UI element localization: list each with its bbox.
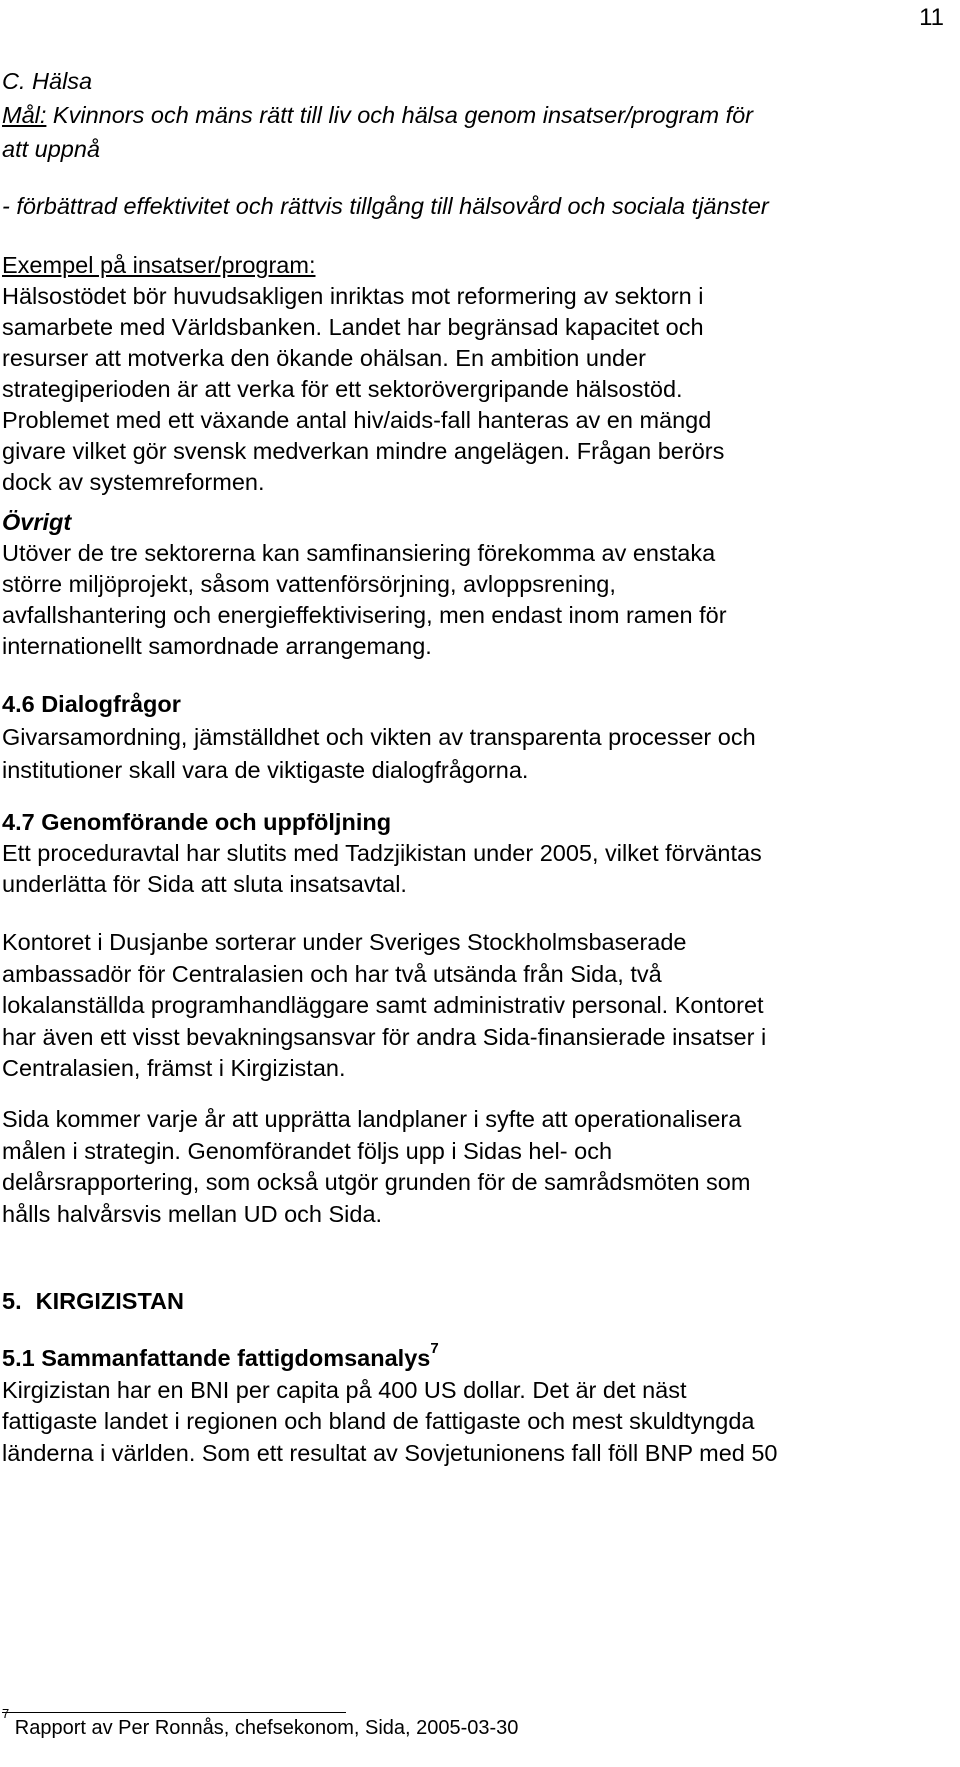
goal-label: Mål:: [2, 102, 47, 128]
section-4-7: [2, 807, 938, 900]
chapter-5: [2, 1285, 938, 1317]
paragraph-line: målen i strategin. Genomförandet följs upp i Sidas hel- och: [2, 1137, 613, 1164]
paragraph-line: hålls halvårsvis mellan UD och Sida.: [2, 1200, 383, 1227]
goal-text-1: Kvinnors och mäns rätt till liv och hälsa genom insatser/program för: [46, 102, 754, 128]
footnote-divider: [2, 1712, 346, 1713]
ovrigt-line: större miljöprojekt, såsom vattenförsörjning, avloppsrening,: [2, 571, 616, 597]
example-line: samarbete med Världsbanken. Landet har begränsad kapacitet och: [2, 314, 704, 340]
ovrigt-line: Utöver de tre sektorerna kan samfinansiering förekomma av enstaka: [2, 540, 716, 566]
example-line: Hälsostödet bör huvudsakligen inriktas mot reformering av sektorn i: [2, 283, 704, 309]
section-4-7-paragraph-3: [2, 1104, 938, 1230]
example-line: resurser att motverka den ökande ohälsan. En ambition under: [2, 345, 647, 371]
footnote-marker: 7: [2, 1706, 10, 1722]
footnote-text: Rapport av Per Ronnås, chefsekonom, Sida, 2005-03-30: [9, 1717, 519, 1739]
example-line: dock av systemreformen.: [2, 469, 265, 495]
chapter-5-heading: [2, 1285, 938, 1317]
section-5-1-line: fattigaste landet i regionen och bland de fattigaste och mest skuldtyngda: [2, 1408, 755, 1434]
ovrigt-section: [2, 507, 938, 662]
section-5-1-line: länderna i världen. Som ett resultat av Sovjetunionens fall föll BNP med 50: [2, 1439, 778, 1466]
section-5-1-heading: [2, 1340, 938, 1375]
paragraph-line: Kontoret i Dusjanbe sorterar under Sveriges Stockholmsbaserade: [2, 929, 687, 955]
paragraph-line: ambassadör för Centralasien och har två utsända från Sida, två: [2, 960, 662, 987]
example-line: Problemet med ett växande antal hiv/aids-fall hanteras av en mängd: [2, 407, 712, 433]
page-number: 11: [919, 4, 944, 31]
paragraph-line: Sida kommer varje år att upprätta landplaner i syfte att operationalisera: [2, 1106, 742, 1132]
section-4-7-p1-line: underlätta för Sida att sluta insatsavtal.: [2, 871, 407, 897]
section-4-7-p1-line: Ett proceduravtal har slutits med Tadzjikistan under 2005, vilket förväntas: [2, 840, 762, 866]
example-line: strategiperioden är att verka för ett sektorövergripande hälsostöd.: [2, 376, 683, 402]
section-4-6-heading: 4.6 Dialogfrågor: [2, 691, 181, 717]
footnote: [2, 1706, 519, 1740]
section-c-heading: C. Hälsa: [2, 68, 93, 94]
section-5-1-line: Kirgizistan har en BNI per capita på 400 US dollar. Det är det näst: [2, 1376, 687, 1403]
example-line: givare vilket gör svensk medverkan mindre angelägen. Frågan berörs: [2, 438, 725, 464]
chapter-number: 5.: [2, 1288, 22, 1314]
paragraph-line: delårsrapportering, som också utgör grunden för de samrådsmöten som: [2, 1169, 751, 1195]
ovrigt-heading: Övrigt: [2, 509, 72, 535]
bullet-text: - förbättrad effektivitet och rättvis tillgång till hälsovård och sociala tjänster: [2, 193, 769, 219]
section-5-1-title: 5.1 Sammanfattande fattigdomsanalys: [2, 1345, 431, 1371]
paragraph-line: har även ett visst bevakningsansvar för andra Sida-finansierade insatser i: [2, 1023, 767, 1050]
goal-line-2: att uppnå: [2, 136, 101, 162]
goal-line-1: [2, 98, 938, 132]
footnote-reference: 7: [430, 1340, 439, 1358]
chapter-title: KIRGIZISTAN: [35, 1288, 184, 1314]
ovrigt-line: avfallshantering och energieffektivisering, men endast inom ramen för: [2, 602, 727, 628]
example-label: Exempel på insatser/program:: [2, 252, 316, 278]
section-4-6-line: Givarsamordning, jämställdhet och vikten av transparenta processer och: [2, 724, 756, 750]
ovrigt-line: internationellt samordnade arrangemang.: [2, 633, 432, 659]
section-4-6-line: institutioner skall vara de viktigaste dialogfrågorna.: [2, 757, 529, 783]
section-4-7-paragraph-2: [2, 927, 938, 1085]
paragraph-line: lokalanställda programhandläggare samt administrativ personal. Kontoret: [2, 992, 764, 1018]
examples-block: [2, 250, 938, 498]
section-c-health: [2, 64, 938, 166]
health-bullet: [2, 190, 938, 222]
paragraph-line: Centralasien, främst i Kirgizistan.: [2, 1055, 346, 1081]
section-4-7-heading: 4.7 Genomförande och uppföljning: [2, 809, 392, 835]
section-4-6: [2, 688, 938, 787]
section-5-1: [2, 1340, 938, 1469]
